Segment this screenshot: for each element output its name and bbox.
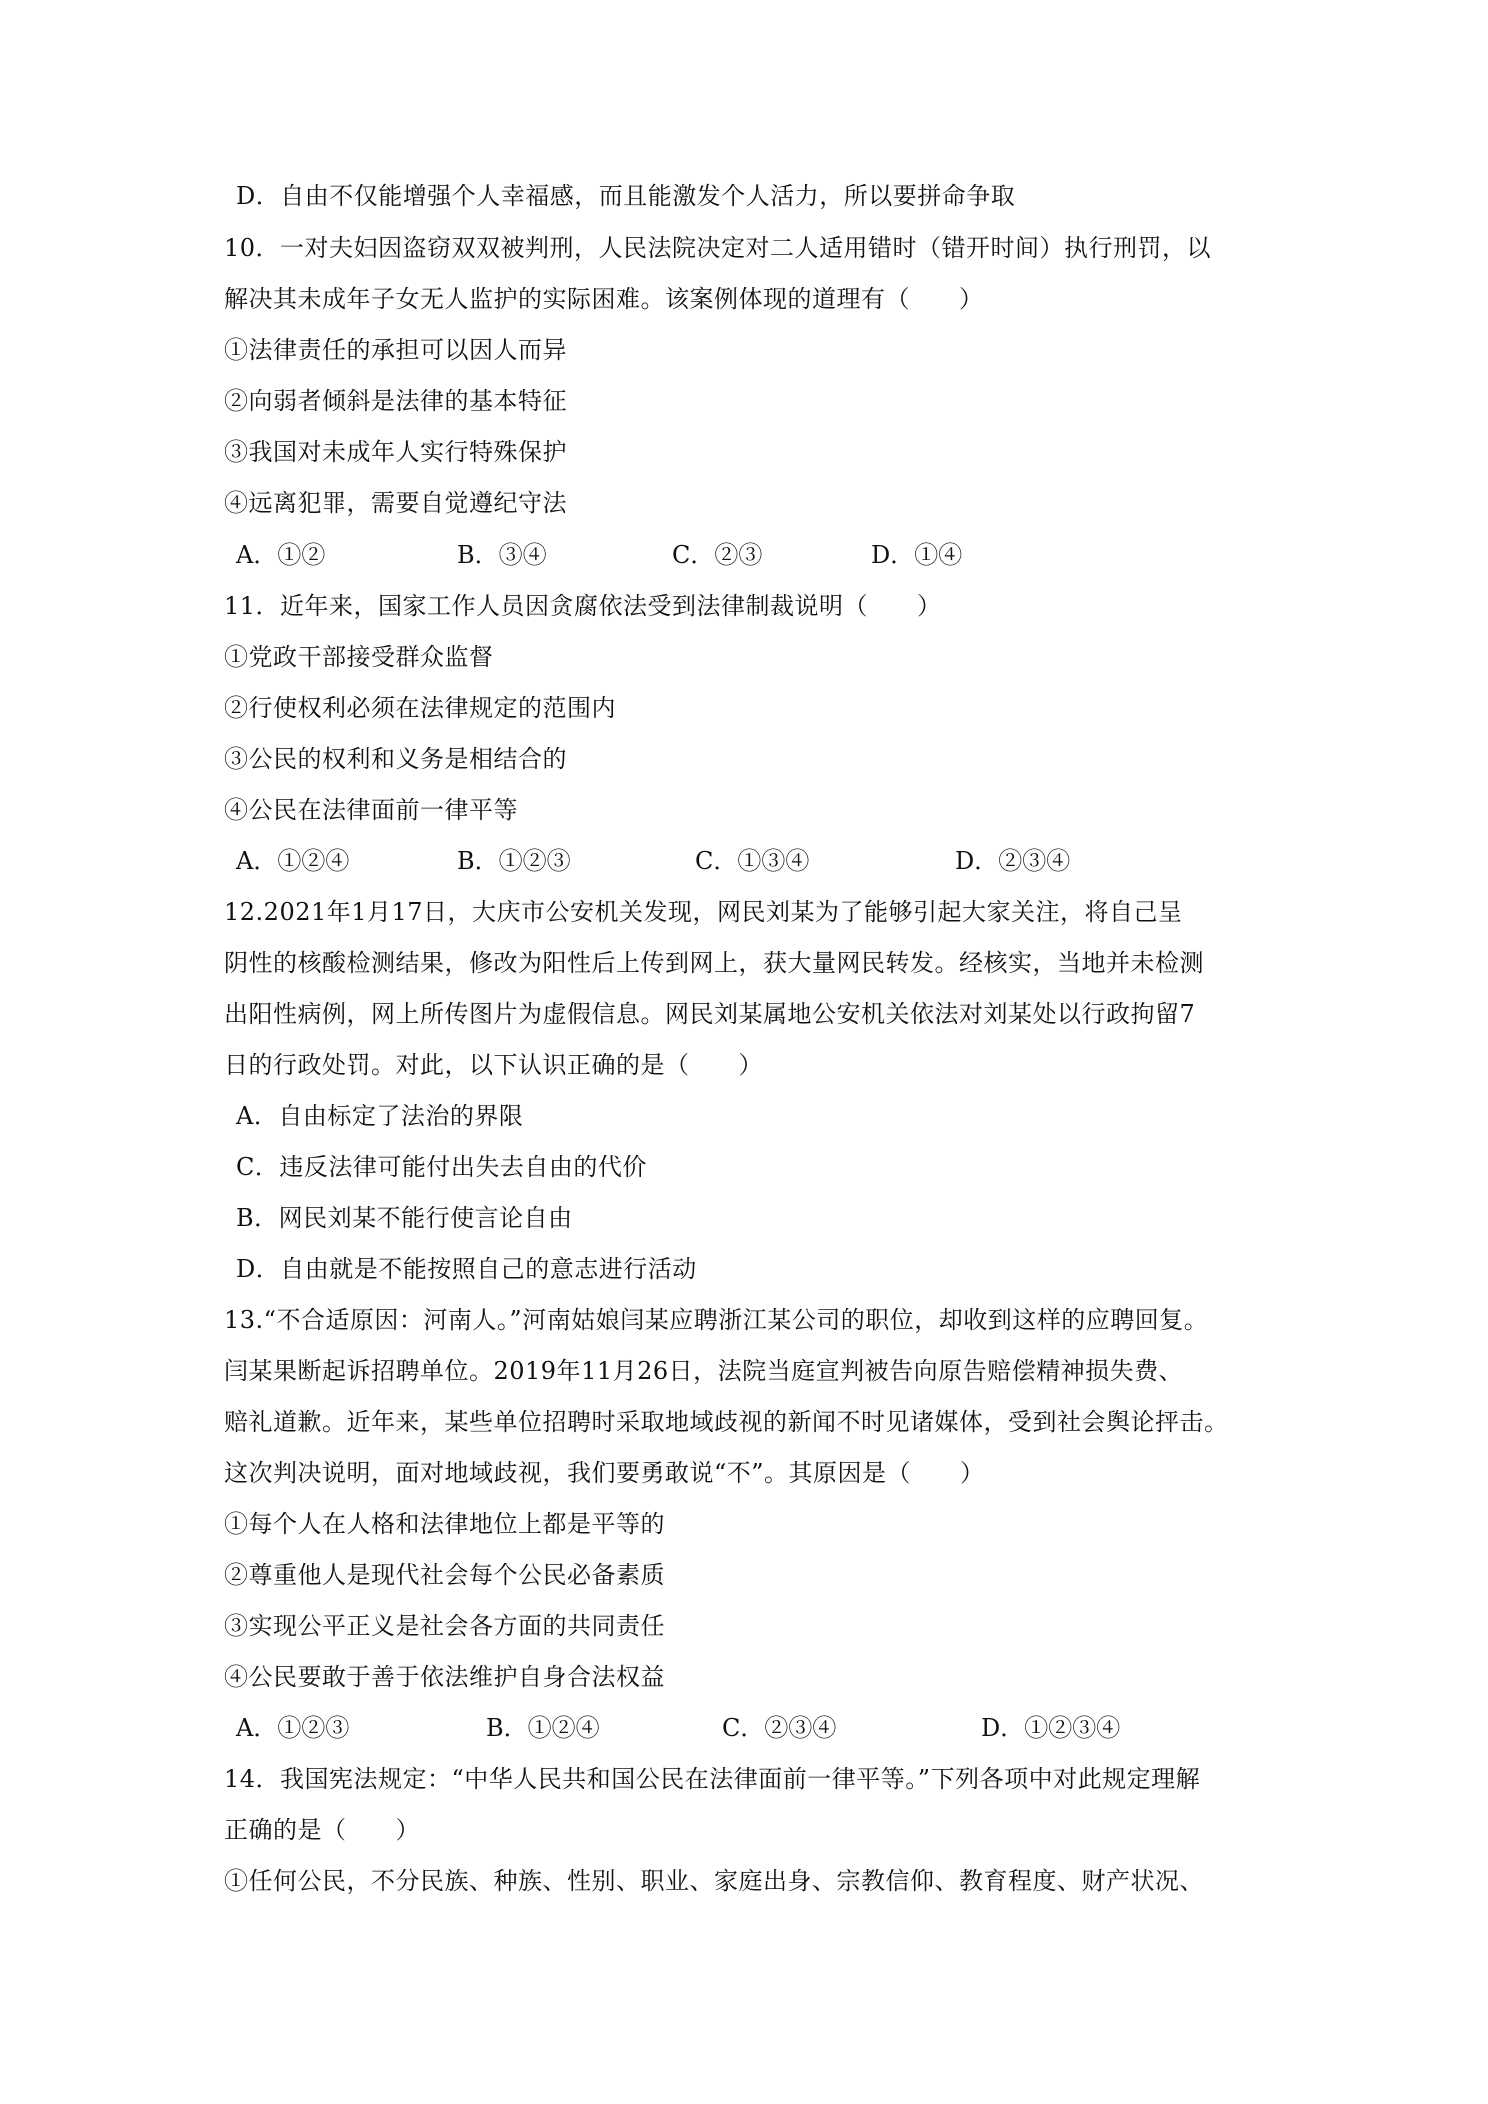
q10-statement-4: ④远离犯罪，需要自觉遵纪守法 (224, 489, 567, 517)
q12-option-d: D．自由就是不能按照自己的意志进行活动 (236, 1255, 697, 1283)
q13-stem-line4: 这次判决说明，面对地域歧视，我们要勇敢说“不”。其原因是（ ） (224, 1459, 985, 1487)
q11-stem: 11．近年来，国家工作人员因贪腐依法受到法律制裁说明（ ） (224, 592, 942, 620)
q11-option-c: C．①③④ (695, 847, 810, 875)
q11-option-d: D．②③④ (955, 847, 1071, 875)
q11-statement-4: ④公民在法律面前一律平等 (224, 796, 518, 824)
q13-stem-line2: 闫某果断起诉招聘单位。2019年11月26日，法院当庭宣判被告向原告赔偿精神损失费、 (224, 1357, 1184, 1385)
q12-option-c: C．违反法律可能付出失去自由的代价 (236, 1153, 647, 1181)
q13-option-b: B．①②④ (486, 1714, 600, 1742)
q10-option-b: B．③④ (457, 541, 547, 569)
q12-option-b: B．网民刘某不能行使言论自由 (236, 1204, 573, 1232)
q12-stem-line4: 日的行政处罚。对此，以下认识正确的是（ ） (224, 1051, 763, 1079)
q13-statement-2: ②尊重他人是现代社会每个公民必备素质 (224, 1561, 665, 1589)
q11-statement-3: ③公民的权利和义务是相结合的 (224, 745, 567, 773)
q10-statement-1: ①法律责任的承担可以因人而异 (224, 336, 567, 364)
q13-statement-1: ①每个人在人格和法律地位上都是平等的 (224, 1510, 665, 1538)
q10-option-a: A．①② (236, 541, 326, 569)
q14-stem-line2: 正确的是（ ） (224, 1816, 420, 1844)
q13-option-c: C．②③④ (722, 1714, 837, 1742)
q12-stem-line1: 12.2021年1月17日，大庆市公安机关发现，网民刘某为了能够引起大家关注，将自己呈 (224, 898, 1183, 926)
q10-option-d: D．①④ (871, 541, 963, 569)
q9-option-d: D．自由不仅能增强个人幸福感，而且能激发个人活力，所以要拼命争取 (236, 182, 1016, 210)
q11-option-b: B．①②③ (457, 847, 571, 875)
q10-stem-line1: 10．一对夫妇因盗窃双双被判刑，人民法院决定对二人适用错时（错开时间）执行刑罚，以 (224, 234, 1212, 262)
q10-statement-3: ③我国对未成年人实行特殊保护 (224, 438, 567, 466)
q12-stem-line2: 阴性的核酸检测结果，修改为阳性后上传到网上，获大量网民转发。经核实，当地并未检测 (224, 949, 1204, 977)
q10-stem-line2: 解决其未成年子女无人监护的实际困难。该案例体现的道理有（ ） (224, 285, 984, 313)
q11-statement-1: ①党政干部接受群众监督 (224, 643, 494, 671)
q13-statement-3: ③实现公平正义是社会各方面的共同责任 (224, 1612, 665, 1640)
q10-options (236, 537, 1276, 573)
q13-option-d: D．①②③④ (981, 1714, 1121, 1742)
q13-statement-4: ④公民要敢于善于依法维护自身合法权益 (224, 1663, 665, 1691)
q11-options (236, 843, 1276, 879)
q13-stem-line1: 13.“不合适原因：河南人。”河南姑娘闫某应聘浙江某公司的职位，却收到这样的应聘回复。 (224, 1306, 1209, 1334)
q13-options (236, 1710, 1276, 1746)
q13-option-a: A．①②③ (236, 1714, 350, 1742)
q12-stem-line3: 出阳性病例，网上所传图片为虚假信息。网民刘某属地公安机关依法对刘某处以行政拘留7 (224, 1000, 1196, 1028)
q13-stem-line3: 赔礼道歉。近年来，某些单位招聘时采取地域歧视的新闻不时见诸媒体，受到社会舆论抨击。 (224, 1408, 1229, 1436)
q12-option-a: A．自由标定了法治的界限 (236, 1102, 524, 1130)
q10-statement-2: ②向弱者倾斜是法律的基本特征 (224, 387, 567, 415)
q14-stem-line1: 14．我国宪法规定：“中华人民共和国公民在法律面前一律平等。”下列各项中对此规定理解 (224, 1765, 1201, 1793)
q10-option-c: C．②③ (672, 541, 763, 569)
q14-statement-1: ①任何公民，不分民族、种族、性别、职业、家庭出身、宗教信仰、教育程度、财产状况、 (224, 1867, 1204, 1895)
q11-option-a: A．①②④ (236, 847, 350, 875)
q11-statement-2: ②行使权利必须在法律规定的范围内 (224, 694, 616, 722)
